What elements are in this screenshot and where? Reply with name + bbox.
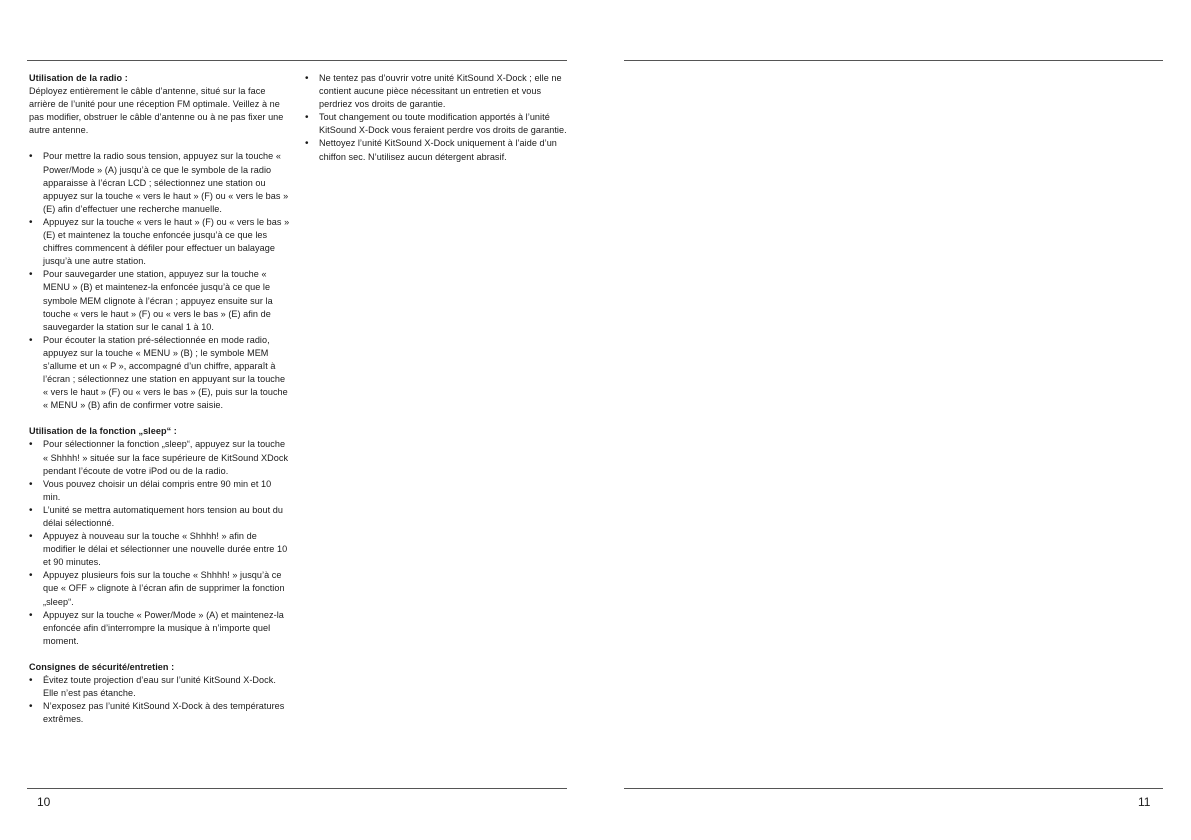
list-item: • L’unité se mettra automatiquement hors tension au bout du délai sélectionné. — [29, 504, 291, 530]
list-item: • Appuyez plusieurs fois sur la touche « Shhhh! » jusqu’à ce que « OFF » clignote à l’écran afin de supprimer la fonction „sleep“. — [29, 569, 291, 608]
right-page-bottom-rule — [624, 788, 1163, 789]
right-page-top-rule — [624, 60, 1163, 61]
left-page-column-2 — [305, 72, 567, 164]
safety-list-continued — [305, 72, 567, 164]
safety-section-title: Consignes de sécurité/entretien : — [29, 661, 175, 672]
safety-list — [29, 674, 291, 726]
list-item: • Appuyez sur la touche « vers le haut » (F) ou « vers le bas » (E) et maintenez la touche enfoncée jusqu’à ce que les chiffres commencent à défiler pour effectuer un balayage jusqu’à une autre station. — [29, 216, 291, 268]
list-item: • Évitez toute projection d’eau sur l’unité KitSound X-Dock. Elle n’est pas étanche. — [29, 674, 291, 700]
left-page-bottom-rule — [27, 788, 567, 789]
sleep-list — [29, 438, 291, 648]
list-item: • Nettoyez l’unité KitSound X-Dock uniquement à l’aide d’un chiffon sec. N’utilisez aucun détergent abrasif. — [305, 137, 567, 163]
right-page-number: 11 — [1138, 795, 1151, 809]
left-page-top-rule — [27, 60, 567, 61]
list-item: • Tout changement ou toute modification apportés à l’unité KitSound X-Dock vous feraient perdre vos droits de garantie. — [305, 111, 567, 137]
list-item: • Ne tentez pas d’ouvrir votre unité KitSound X-Dock ; elle ne contient aucune pièce nécessitant un entretien et vous perdriez vos droits de garantie. — [305, 72, 567, 111]
list-item: • Appuyez sur la touche « Power/Mode » (A) et maintenez-la enfoncée afin d’interrompre la musique à n’importe quel moment. — [29, 609, 291, 648]
list-item: • Appuyez à nouveau sur la touche « Shhhh! » afin de modifier le délai et sélectionner une nouvelle durée entre 10 et 90 minutes. — [29, 530, 291, 569]
sleep-section-title: Utilisation de la fonction „sleep“ : — [29, 426, 177, 437]
list-item: • Pour mettre la radio sous tension, appuyez sur la touche « Power/Mode » (A) jusqu’à ce que le symbole de la radio apparaisse à l’écran LCD ; sélectionnez une station ou appuyez sur la touche « vers le haut » (F) ou « vers le bas » (E) afin d’effectuer une recherche manuelle. — [29, 150, 291, 215]
list-item: • Pour sauvegarder une station, appuyez sur la touche « MENU » (B) et maintenez-la enfoncée jusqu’à ce que le symbole MEM clignote à l’écran ; appuyez ensuite sur la touche « vers le haut » (F) ou « vers le bas » (E) afin de sauvegarder la station sur le canal 1 à 10. — [29, 268, 291, 333]
list-item: • N’exposez pas l’unité KitSound X-Dock à des températures extrêmes. — [29, 700, 291, 726]
left-page-number: 10 — [37, 795, 51, 809]
list-item: • Pour sélectionner la fonction „sleep“, appuyez sur la touche « Shhhh! » située sur la face supérieure de KitSound XDock pendant l’écoute de votre iPod ou de la radio. — [29, 438, 291, 477]
left-page-column-1 — [29, 72, 291, 726]
radio-section-title: Utilisation de la radio : — [29, 73, 128, 83]
radio-list — [29, 150, 291, 412]
list-item: • Vous pouvez choisir un délai compris entre 90 min et 10 min. — [29, 478, 291, 504]
radio-intro: Déployez entièrement le câble d’antenne, situé sur la face arrière de l’unité pour une réception FM optimale. Veillez à ne pas modifier, obstruer le câble d’antenne ou à ne pas fixer une autre antenne. — [29, 86, 284, 136]
list-item: • Pour écouter la station pré-sélectionnée en mode radio, appuyez sur la touche « MENU » (B) ; le symbole MEM s’allume et un « P », accompagné d’un chiffre, apparaît à l’écran ; sélectionnez une station en appuyant sur la touche « vers le haut » (F) ou « vers le bas » (E), puis sur la touche « MENU » (B) afin de confirmer votre saisie. — [29, 334, 291, 413]
